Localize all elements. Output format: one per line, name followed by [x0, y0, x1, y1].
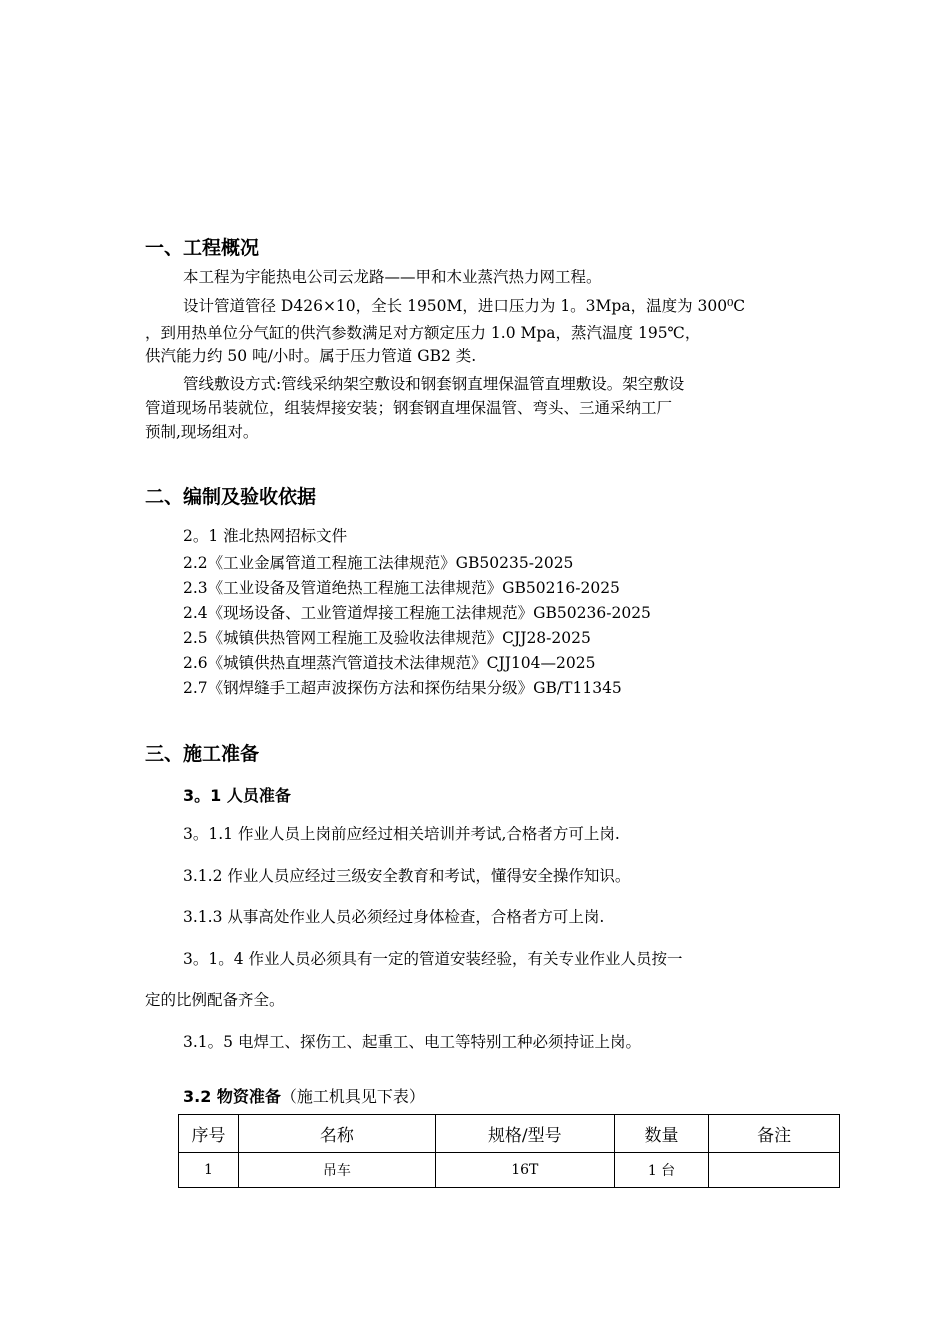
subheading-materials-label: 3.2 物资准备 [183, 1087, 281, 1106]
reference-item: 2.7《钢焊缝手工超声波探伤方法和探伤结果分级》GB/T11345 [183, 679, 622, 697]
table-cell: 1 台 [614, 1153, 708, 1188]
header-cell: 规格/型号 [435, 1115, 614, 1153]
reference-item: 2.5《城镇供热管网工程施工及验收法律规范》CJJ28-2025 [183, 629, 591, 647]
section-heading-preparation: 三、施工准备 [145, 743, 260, 765]
section-heading-overview: 一、工程概况 [145, 237, 260, 259]
reference-item: 2.6《城镇供热直埋蒸汽管道技术法律规范》CJJ104—2025 [183, 654, 596, 672]
paragraph-line: 3.1。5 电焊工、探伤工、起重工、电工等特别工种必须持证上岗。 [183, 1033, 641, 1051]
table-cell: 1 [179, 1153, 239, 1188]
reference-item: 2.2《工业金属管道工程施工法律规范》GB50235-2025 [183, 554, 574, 572]
paragraph-line: 3.1.3 从事高处作业人员必须经过身体检查，合格者方可上岗. [183, 908, 605, 926]
subheading-personnel: 3。1 人员准备 [183, 786, 291, 805]
paragraph-line: 3。1.1 作业人员上岗前应经过相关培训并考试,合格者方可上岗. [183, 825, 620, 843]
reference-item: 2.3《工业设备及管道绝热工程施工法律规范》GB50216-2025 [183, 579, 620, 597]
paragraph-line: 定的比例配备齐全。 [145, 991, 285, 1009]
subheading-materials [183, 1084, 425, 1107]
paragraph-line: 预制,现场组对。 [145, 423, 259, 441]
paragraph-line: 设计管道管径 D426×10，全长 1950M，进口压力为 1。3Mpa，温度为 300⁰C [183, 297, 746, 315]
reference-item: 2.4《现场设备、工业管道焊接工程施工法律规范》GB50236-2025 [183, 604, 651, 622]
equipment-table [178, 1114, 840, 1188]
table-header-row [179, 1115, 840, 1153]
table-row [179, 1153, 840, 1188]
table-cell [709, 1153, 840, 1188]
header-cell: 名称 [238, 1115, 435, 1153]
subheading-materials-note: （施工机具见下表） [280, 1087, 425, 1106]
header-cell: 序号 [179, 1115, 239, 1153]
paragraph-line: 3.1.2 作业人员应经过三级安全教育和考试，懂得安全操作知识。 [183, 867, 631, 885]
reference-item: 2。1 淮北热网招标文件 [183, 527, 348, 545]
header-cell: 数量 [614, 1115, 708, 1153]
paragraph-line: 供汽能力约 50 吨/小时。属于压力管道 GB2 类. [145, 347, 477, 365]
header-cell: 备注 [709, 1115, 840, 1153]
paragraph-line: 管线敷设方式:管线采纳架空敷设和钢套钢直埋保温管直埋敷设。架空敷设 [183, 375, 685, 393]
table-cell: 吊车 [238, 1153, 435, 1188]
paragraph-line: 管道现场吊装就位，组装焊接安装；钢套钢直埋保温管、弯头、三通采纳工厂 [145, 399, 673, 417]
paragraph-line: ，到用热单位分气缸的供汽参数满足对方额定压力 1.0 Mpa，蒸汽温度 195℃， [145, 324, 701, 342]
table-cell: 16T [435, 1153, 614, 1188]
paragraph-line: 本工程为宇能热电公司云龙路——甲和木业蒸汽热力网工程。 [183, 268, 602, 286]
section-heading-basis: 二、编制及验收依据 [145, 486, 317, 508]
paragraph-line: 3。1。4 作业人员必须具有一定的管道安装经验，有关专业作业人员按一 [183, 950, 683, 968]
